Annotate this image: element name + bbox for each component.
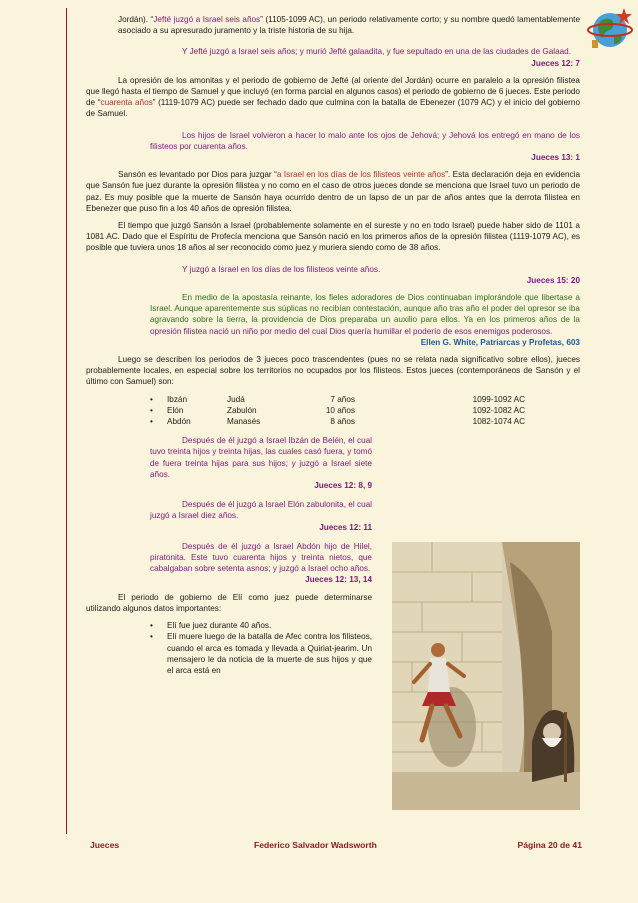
list-item: • Abdón Manasés 8 años 1082-1074 AC bbox=[150, 417, 525, 427]
paragraph-sanson: Sansón es levantado por Dios para juzgar “a Israel en los días de los filisteos veinte años”. Esta declaración deja en evidencia que Sansón fue juez durante la opresión filistea y no como en el caso de otros jueces donde se menciona que Israel tuvo un periodo de paz. Es muy posible que la muerte de Sansón haya ocurrido dentro de un lapso de un par de años antes que la derrota filistea en Ebenezer que puso fin a los 40 años de opresión filistea. bbox=[86, 170, 580, 213]
quote-jueces-15-20: Y juzgó a Israel en los días de los filisteos veinte años. bbox=[182, 264, 381, 274]
list-item: • Elí muere luego de la batalla de Afec contra los filisteos, cuando el arca es tomada y llevada a Quiriat-jearim. Un mensajero le da noticia de la muerte de sus hijos y que el arca está en bbox=[150, 632, 372, 675]
quote-jueces-12-11: Después de él juzgó a Israel Elón zabulonita, el cual juzgó a Israel diez años. bbox=[150, 500, 372, 521]
footer-book-title: Jueces bbox=[90, 840, 120, 850]
bullet-icon: • bbox=[150, 417, 153, 427]
paragraph-jueces-menores: Luego se describen los periodos de 3 jueces poco trascendentes (pues no se relata nada significativo sobre ellos), jueces probablemente locales, en especial sobre los territorios no ocupados por los filisteos. Estos jueces (contemporáneos de Sansón y el último con Samuel) son: bbox=[86, 355, 580, 387]
list-item: • Ibzán Judá 7 años 1099-1092 AC bbox=[150, 394, 525, 404]
quote-reference: Ellen G. White, Patriarcas y Profetas, 603 bbox=[420, 337, 580, 347]
footer-author: Federico Salvador Wadsworth bbox=[254, 840, 377, 850]
illustration-messenger-eli bbox=[392, 542, 580, 810]
quote-reference: Jueces 15: 20 bbox=[526, 275, 580, 285]
paragraph-eli: El periodo de gobierno de Elí como juez puede determinarse utilizando algunos datos importantes: bbox=[86, 592, 372, 613]
globe-logo-icon bbox=[586, 4, 634, 52]
quote-ellen-white: En medio de la apostasía reinante, los fieles adoradores de Dios continuaban implorándole que libertase a Israel. Aunque aparentemente sus súplicas no recibían contestación, aunque año tras año el poder del opresor se iba agravando sobre la tierra, la providencia de Dios preparaba un auxilio para ellos. Ya en los primeros años de la opresión filistea nació un niño por medio del cual Dios quería humillar el poderío de esos enemigos poderosos. bbox=[150, 293, 580, 336]
paragraph-amonitas: La opresión de los amonitas y el periodo de gobierno de Jefté (al oriente del Jordán) ocurre en paralelo a la opresión filistea que llegó hasta el tiempo de Samuel y que incluyó (en forma parcial en algunos casos) el periodo de gobierno de 6 jueces. Este periodo de “cuarenta años” (1119-1079 AC) puede ser fechado dado que culmina con la batalla de Ebenezer (1079 AC) y el inicio del gobierno de Samuel. bbox=[86, 75, 580, 119]
paragraph-jefte: Jordán). “Jefté juzgó a Israel seis años” (1105-1099 AC), un periodo relativamente corto; y su nombre quedó lamentablemente asociado a su apresurado juramento y la triste historia de su hija. bbox=[118, 15, 580, 36]
paragraph-sanson-tiempo: El tiempo que juzgó Sansón a Israel (probablemente solamente en el sureste y no en todo Israel) puede haber sido de 1101 a 1081 AC. Dado que el Espíritu de Profecía menciona que Sansón nació en los primeros años de la opresión filistea (1119-1079 AC), es posible que tuviera unos 18 años al ser reconocido como juez y muriera siendo como de 38 años. bbox=[86, 221, 580, 253]
quote-reference: Jueces 12: 7 bbox=[531, 58, 580, 68]
quote-reference: Jueces 12: 11 bbox=[319, 522, 372, 532]
bullet-icon: • bbox=[150, 405, 153, 415]
quote-jueces-12-7: Y Jefté juzgó a Israel seis años; y murió Jefté galaadita, y fue sepultado en una de las ciudades de Galaad. bbox=[182, 47, 572, 57]
quote-reference: Jueces 12: 13, 14 bbox=[305, 575, 372, 585]
narrow-column bbox=[86, 435, 372, 676]
footer-page-number: Página 20 de 41 bbox=[517, 840, 582, 850]
judges-list bbox=[150, 394, 580, 428]
page-footer bbox=[90, 840, 582, 850]
quote-reference: Jueces 13: 1 bbox=[531, 153, 580, 163]
bullet-icon: • bbox=[150, 394, 153, 404]
bullet-icon: • bbox=[150, 621, 153, 631]
list-item: • Elón Zabulón 10 años 1092-1082 AC bbox=[150, 405, 525, 415]
quote-reference: Jueces 12: 8, 9 bbox=[314, 481, 372, 491]
quote-jueces-13-1: Los hijos de Israel volvieron a hacer lo malo ante los ojos de Jehová; y Jehová los entregó en mano de los filisteos por cuarenta años. bbox=[150, 130, 580, 151]
bullet-icon: • bbox=[150, 632, 153, 642]
quote-jueces-12-13: Después de él juzgó a Israel Abdón hijo de Hilel, piratonita. Este tuvo cuarenta hijos y treinta nietos, que cabalgaban sobre setenta asnos; y juzgó a Israel ocho años. bbox=[150, 541, 372, 574]
list-item: • Elí fue juez durante 40 años. bbox=[150, 621, 272, 631]
quote-jueces-12-8: Después de él juzgó a Israel Ibzán de Belén, el cual tuvo treinta hijos y treinta hijas, las cuales casó fuera, y tomó de fuera treinta hijas para sus hijos; y juzgó a Israel siete años. bbox=[150, 436, 372, 479]
